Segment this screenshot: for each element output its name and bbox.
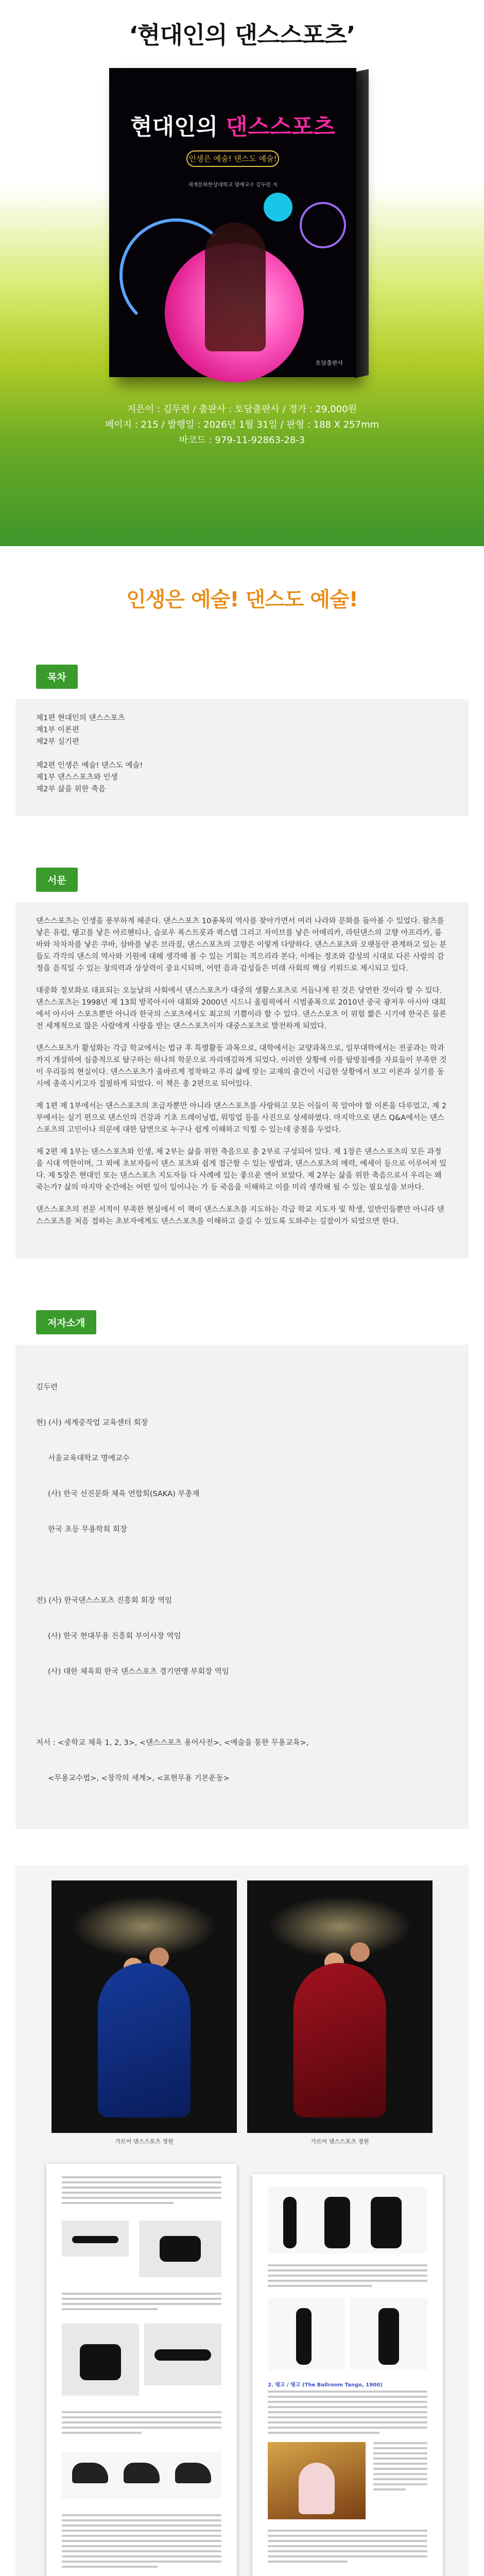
author-heading: 저자소개 xyxy=(36,1310,96,1334)
page-text-block xyxy=(62,2293,221,2313)
book-title-plain: 현대인의 xyxy=(130,114,226,140)
photo-caption-right: 가르어 댄스스포츠 정원 xyxy=(310,2138,369,2145)
book-meta xyxy=(0,402,484,448)
book-decor-dot xyxy=(264,193,292,222)
page-text-block xyxy=(62,2176,221,2207)
sample-pages xyxy=(15,1865,469,2576)
pose-silhouette xyxy=(154,2349,211,2361)
book-title-accent: 댄스스포츠 xyxy=(226,114,335,140)
shoe-icon xyxy=(72,2463,108,2483)
dancer-dress xyxy=(98,1963,191,2117)
author-line: (사) 대한 체육회 한국 댄스스포츠 경기연맹 부회장 역임 xyxy=(36,1668,229,1676)
page-heading: 2. 탱고 / 탱고 (The Ballroom Tango, 1900) xyxy=(268,2382,383,2388)
book-meta-line-2: 페이지 : 215 / 발행일 : 2026년 1월 31일 / 판형 : 188 X 257mm xyxy=(105,419,379,430)
author-line xyxy=(36,1702,448,1714)
tagline: 인생은 예술! 댄스도 예술! xyxy=(126,587,358,612)
hero-banner xyxy=(0,0,484,546)
preface-section xyxy=(15,852,469,1259)
pose-silhouette xyxy=(324,2197,350,2248)
preface-header xyxy=(15,852,469,902)
exercise-figure xyxy=(350,2298,427,2370)
author-line: 한국 초등 무용학회 회장 xyxy=(36,1526,127,1534)
exercise-figure xyxy=(144,2324,221,2385)
author-line: 서울교육대학교 명예교수 xyxy=(36,1454,130,1463)
toc-body xyxy=(15,699,469,816)
pose-silhouette xyxy=(80,2344,121,2380)
preface-heading: 서문 xyxy=(36,868,78,892)
preface-paragraph: 대중화 정보화로 대표되는 오늘날의 사회에서 댄스스포츠가 대중의 생활스포츠로 거듭나게 된 것은 당연한 것이라 할 수 있다. 댄스스포츠는 1998년 제 13회 방콕아시아 대회와 2000년 시드니 올림픽에서 시범종목으로 2010년 중국 광저우 아시아 대회에서 아시아 스포츠뿐만 아니라 한국의 스포츠에서도 최고의 기쁨이라 할 수 있다. 댄스스포츠 이 위험 짧은 시기에 한국은 물론 전 세계적으로 많은 사람에게 사랑을 받는 댄스스포츠이자 대중스포츠로 발전하게 되었다. xyxy=(36,987,447,1030)
preface-body xyxy=(15,902,469,1259)
preface-paragraph: 제 1편 제 1부에서는 댄스스포츠의 초급자뿐만 아니라 댄스스포츠를 사랑하고 모든 이들이 꼭 알아야 할 이론을 다루었고, 제 2부에서는 실기 편으로 댄스인의 건강과 기초 트레이닝법, 워밍업 등을 사진으로 상세하였다. 마지막으로 댄스 Q&A에서는 댄스스포츠의 고민이나 의문에 대한 답변으로 누구나 쉽게 이해하고 익힐 수 있는데 중점을 두었다. xyxy=(36,1102,446,1134)
book-meta-line-3: 바코드 : 979-11-92863-28-3 xyxy=(179,435,305,446)
toc-line xyxy=(36,748,448,760)
exercise-figure xyxy=(139,2221,221,2277)
dance-photo-blue xyxy=(51,1880,237,2133)
author-header xyxy=(15,1295,469,1345)
pose-silhouette xyxy=(160,2236,201,2262)
author-line: (사) 한국 현대무용 진흥회 부이사장 역임 xyxy=(36,1632,181,1640)
author-line: 현) (사) 세계중작업 교육센터 회장 xyxy=(36,1419,148,1427)
author-line: 전) (사) 한국댄스스포츠 진흥회 회장 역임 xyxy=(36,1597,172,1605)
pose-silhouette xyxy=(283,2197,297,2248)
sample-page-right xyxy=(252,2174,443,2576)
pose-silhouette xyxy=(378,2308,399,2365)
dance-photo-red xyxy=(247,1880,433,2133)
page-text-block xyxy=(62,2411,221,2437)
book-decor-circle xyxy=(300,202,346,248)
exercise-figure xyxy=(268,2187,427,2253)
toc-heading: 목차 xyxy=(36,665,78,689)
author-section xyxy=(15,1295,469,1829)
exercise-figure xyxy=(62,2324,139,2396)
toc-line: 제2부 실기편 xyxy=(36,738,79,746)
toc-line: 제1부 이론편 xyxy=(36,726,79,734)
pose-silhouette xyxy=(296,2308,312,2365)
exercise-figure xyxy=(268,2298,345,2370)
author-line: <무용교수법>, <창작의 세계>, <표현무용 기본운동> xyxy=(36,1774,230,1783)
toc-line: 제1편 현대인의 댄스스포츠 xyxy=(36,714,125,722)
toc-line: 제1부 댄스스포츠와 인생 xyxy=(36,773,118,782)
pose-silhouette xyxy=(72,2236,118,2243)
page-text-block xyxy=(373,2442,427,2494)
book-dancer-image xyxy=(205,223,266,351)
preface-paragraph: 댄스스포츠의 전문 서적이 부족한 현실에서 이 책이 댄스스포츠를 지도하는 각급 학교 지도자 및 학생, 일반인들뿐만 아니라 댄스스포츠를 처음 접하는 초보자에게도 댄스스포츠를 이해하고 즐길 수 있도록 도와주는 길잡이가 되었으면 한다. xyxy=(36,1206,444,1226)
shoe-icon xyxy=(175,2463,211,2483)
book-author-line: 세계문화한상대학교 명예교수 김두련 저 xyxy=(188,182,278,188)
toc-section xyxy=(15,649,469,816)
sample-page-left xyxy=(46,2164,237,2576)
stage-light xyxy=(268,1896,412,1958)
preface-paragraph: 댄스스포츠가 활성화는 각급 학교에서는 법규 후 특별활동 과목으로, 대학에서는 교양과목으로, 일부대학에서는 전공과는 학과까지 개설하여 심층적으로 탐구하는 하나의 학문으로 자리매김하게 되었다. 이러한 상황에 이를 탐방침예를 자료들이 부족한 것이 우리들의 현실이다. 댄스스포츠가 올바르게 정착하고 우리 삶에 맞는 교재의 출간이 시급한 상황에서 보고 이론과 실기를 동시에 총족시키고자 집필하게 되었다. 이 책은 총 2편으로 되어있다. xyxy=(36,1044,447,1088)
photo-caption-left: 가르어 댄스스포츠 정원 xyxy=(115,2138,174,2145)
stage-light xyxy=(72,1896,216,1958)
pose-silhouette xyxy=(371,2197,402,2248)
author-line: 저서 : <중학교 체육 1, 2, 3>, <댄스스포츠 용어사전>, <예술을 통한 무용교육>, xyxy=(36,1739,309,1747)
book-publisher: 토담출판사 xyxy=(315,360,343,366)
author-body xyxy=(15,1345,469,1829)
preface-paragraph: 제 2편 제 1부는 댄스스포츠와 인생, 제 2부는 삶을 위한 축음으로 총 2부로 구성되어 있다. 제 1장은 댄스스포츠의 모든 과정을 시대 역한이며, 그 외에 초보자들이 댄스 포츠와 쉽게 접근할 수 있는 방법과, 댄스스포츠의 매력, 예세이 등으로 이루어져 있다. 제 5장은 현대인 또는 댄스스포츠 지도자들 다 사례에 있는 좋으운 엔어 보았다. 제 2부는 삶을 위한 축음으로서 우리는 왜 죽는가? 삶의 마지막 순간에는 어떤 일이 일어나는 가 등 죽음을 이해하고 이를 미리 생각해 될 수 있는 필요성을 보아다. xyxy=(36,1148,447,1192)
dancer-dress xyxy=(293,1963,386,2117)
author-line: (사) 한국 선진문화 체육 연합회(SAKA) 부총재 xyxy=(36,1490,200,1498)
book-spine xyxy=(354,69,369,378)
book-title xyxy=(109,108,356,141)
page-text-block xyxy=(268,2264,427,2290)
hero-title: ‘현대인의 댄스스포츠’ xyxy=(129,21,355,49)
page-text-block xyxy=(268,2530,427,2566)
shoe-icon xyxy=(124,2463,160,2483)
ballroom-photo xyxy=(268,2442,366,2519)
author-line: 김두련 xyxy=(36,1383,58,1392)
toc-line: 제2편 인생은 예술! 댄스도 예술! xyxy=(36,761,143,770)
author-line xyxy=(36,1560,448,1571)
book-subtitle: 인생은 예술! 댄스도 예술! xyxy=(186,150,279,167)
book-cover xyxy=(109,68,356,377)
exercise-figure xyxy=(62,2221,129,2257)
toc-header xyxy=(15,649,469,699)
page-text-block xyxy=(268,2391,427,2437)
preface-paragraph: 댄스스포츠는 인생을 풍부하게 해준다. 댄스스포츠 10종목의 역사를 찾아가면서 여러 나라와 문화를 돌아볼 수 있었다. 왈츠를 낳은 유럽, 탱고를 낳은 아르헨티나, 슬로우 폭스트롯과 퀵스텝 그리고 자이브를 낳은 아메리카, 라틴댄스의 고향 아프리카, 룸바와 차차차를 낳은 쿠바, 삼바를 낳은 브라질, 댄스스포츠의 고향은 이렇게 다양하다. 댄스스포츠와 오랫동안 관계하고 있는 분들도 각각의 댄스의 역사와 기원에 대해 생각해 볼 수 있는 기회는 적으리라 본다. 이에는 정조와 감성의 시대로 다른 사람의 감정을 음직일 수 있는 창의력과 상상력이 중요시되며, 어떤 음과 감성들은 미래 사회의 핵심 키워드로 제시되고 있다. xyxy=(36,917,447,973)
book-meta-line-1: 지은이 : 김두련 / 출판사 : 토담출판사 / 정가 : 29,000원 xyxy=(127,404,357,415)
dancer-dress xyxy=(299,2463,335,2514)
toc-line: 제2부 삶을 위한 축음 xyxy=(36,785,106,793)
dancer-head xyxy=(350,1942,370,1962)
shoe-figure xyxy=(62,2452,221,2499)
